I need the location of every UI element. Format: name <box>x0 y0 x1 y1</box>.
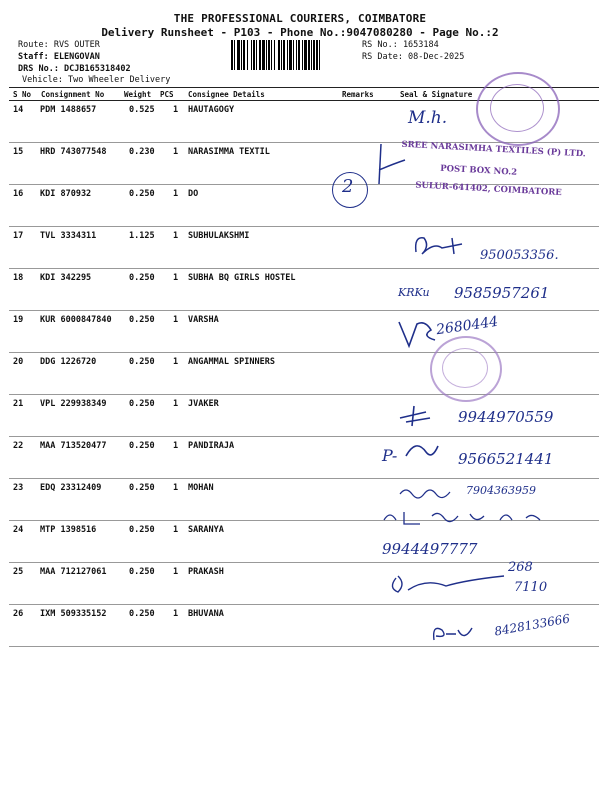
company-stamp <box>397 139 586 209</box>
cell-sno: 26 <box>13 609 24 619</box>
cell-pcs: 1 <box>173 483 179 493</box>
cell-consignee: NARASIMMA TEXTIL <box>188 147 270 157</box>
cell-sno: 23 <box>13 483 24 493</box>
cell-sno: 25 <box>13 567 24 577</box>
row-separator <box>9 310 599 311</box>
cell-consignment: KUR 6000847840 <box>40 315 112 325</box>
stamp-address: SULUR-641402, COIMBATORE <box>415 180 562 199</box>
cell-weight: 0.250 <box>129 525 155 535</box>
table-row <box>9 352 599 394</box>
cell-sno: 14 <box>13 105 24 115</box>
cell-consignment: MAA 713520477 <box>40 441 107 451</box>
col-sno: S No <box>13 90 32 99</box>
staff-label: Staff: ELENGOVAN <box>18 52 100 62</box>
signature-row22: P- <box>382 446 398 465</box>
row-separator <box>9 226 599 227</box>
cell-consignee: DO <box>188 189 199 199</box>
col-seal-signature: Seal & Signature <box>400 90 473 99</box>
cell-pcs: 1 <box>173 567 179 577</box>
stamp-company-name: SREE NARASIMHA TEXTILES (P) LTD. <box>401 139 586 160</box>
phone-row22: 9566521441 <box>458 450 554 468</box>
cell-consignee: SARANYA <box>188 525 224 535</box>
cell-consignment: MTP 1398516 <box>40 525 97 535</box>
cell-pcs: 1 <box>173 231 179 241</box>
signature-row22-scribble <box>402 436 442 466</box>
cell-pcs: 1 <box>173 441 179 451</box>
cell-consignee: VARSHA <box>188 315 219 325</box>
barcode-bar <box>320 40 322 70</box>
signature-row25 <box>386 570 510 600</box>
cell-pcs: 1 <box>173 357 179 367</box>
cell-weight: 0.250 <box>129 399 155 409</box>
cell-sno: 22 <box>13 441 24 451</box>
cell-consignee: PRAKASH <box>188 567 224 577</box>
signature-row18: KRKu <box>398 286 430 299</box>
cell-consignee: HAUTAGOGY <box>188 105 235 115</box>
cell-consignee: MOHAN <box>188 483 214 493</box>
cell-consignment: IXM 509335152 <box>40 609 107 619</box>
round-seal-inner <box>490 84 544 132</box>
phone-row26: 8428133666 <box>493 611 571 639</box>
signature-row23 <box>398 484 458 500</box>
cell-pcs: 1 <box>173 609 179 619</box>
number-row25: 268 <box>508 560 533 575</box>
phone-row21: 9944970559 <box>458 408 554 426</box>
round-seal-inner-row20 <box>442 348 488 388</box>
cell-consignment: MAA 712127061 <box>40 567 107 577</box>
cell-pcs: 1 <box>173 273 179 283</box>
cell-sno: 16 <box>13 189 24 199</box>
signature-row15-scribble <box>375 140 415 190</box>
phone-row23: 7904363959 <box>466 484 536 497</box>
row-separator <box>9 436 599 437</box>
table-row <box>9 310 599 352</box>
table-bottom-rule <box>9 646 599 647</box>
cell-consignment: KDI 342295 <box>40 273 92 283</box>
cell-pcs: 1 <box>173 315 179 325</box>
mark-row16: 2 <box>342 176 354 197</box>
cell-consignment: HRD 743077548 <box>40 147 107 157</box>
cell-consignment: PDM 1488657 <box>40 105 97 115</box>
cell-sno: 19 <box>13 315 24 325</box>
rs-date: RS Date: 08-Dec-2025 <box>362 52 465 62</box>
signature-row26 <box>428 622 484 646</box>
cell-consignee: SUBHULAKSHMI <box>188 231 250 241</box>
route-label: Route: RVS OUTER <box>18 40 100 50</box>
cell-consignee: PANDIRAJA <box>188 441 235 451</box>
cell-pcs: 1 <box>173 399 179 409</box>
cell-sno: 15 <box>13 147 24 157</box>
cell-weight: 0.250 <box>129 609 155 619</box>
drs-label: DRS No.: DCJB165318402 <box>18 64 131 74</box>
cell-consignment: KDI 870932 <box>40 189 92 199</box>
number2-row25: 7110 <box>514 580 548 595</box>
cell-pcs: 1 <box>173 189 179 199</box>
phone-row17: 950053356. <box>480 248 559 263</box>
cell-weight: 0.250 <box>129 189 155 199</box>
cell-weight: 0.525 <box>129 105 155 115</box>
barcode-image <box>231 40 358 70</box>
cell-consignment: EDQ 23312409 <box>40 483 102 493</box>
col-consignment: Consignment No <box>41 90 105 99</box>
signature-row14: M.h. <box>408 108 448 128</box>
cell-consignment: DDG 1226720 <box>40 357 97 367</box>
col-weight: Weight <box>124 90 152 99</box>
cell-pcs: 1 <box>173 105 179 115</box>
cell-consignee: BHUVANA <box>188 609 224 619</box>
signature-row17 <box>412 232 482 262</box>
cell-weight: 0.250 <box>129 273 155 283</box>
note-row19: 2680444 <box>435 313 500 339</box>
cell-weight: 0.250 <box>129 567 155 577</box>
cell-weight: 0.230 <box>129 147 155 157</box>
cell-weight: 0.250 <box>129 441 155 451</box>
cell-weight: 1.125 <box>129 231 155 241</box>
cell-consignment: TVL 3334311 <box>40 231 97 241</box>
row-separator <box>9 604 599 605</box>
col-remarks: Remarks <box>342 90 374 99</box>
cell-consignment: VPL 229938349 <box>40 399 107 409</box>
cell-consignee: JVAKER <box>188 399 219 409</box>
col-pcs: PCS <box>160 90 174 99</box>
cell-weight: 0.250 <box>129 357 155 367</box>
cell-sno: 24 <box>13 525 24 535</box>
col-consignee: Consignee Details <box>188 90 265 99</box>
row-separator <box>9 478 599 479</box>
stamp-post-box: POST BOX NO.2 <box>439 163 518 178</box>
rs-number: RS No.: 1653184 <box>362 40 439 50</box>
cell-consignee: SUBHA BQ GIRLS HOSTEL <box>188 273 296 283</box>
runsheet-title: THE PROFESSIONAL COURIERS, COIMBATORE <box>173 12 427 25</box>
cell-sno: 20 <box>13 357 24 367</box>
row-separator <box>9 352 599 353</box>
phone-row24: 9944497777 <box>382 540 478 558</box>
phone-row18: 9585957261 <box>454 284 550 302</box>
cell-pcs: 1 <box>173 147 179 157</box>
cell-sno: 21 <box>13 399 24 409</box>
signature-row24-tamil <box>380 508 560 528</box>
cell-weight: 0.250 <box>129 483 155 493</box>
row-separator <box>9 394 599 395</box>
cell-consignee: ANGAMMAL SPINNERS <box>188 357 275 367</box>
signature-row21 <box>396 404 436 428</box>
cell-sno: 18 <box>13 273 24 283</box>
cell-pcs: 1 <box>173 525 179 535</box>
cell-sno: 17 <box>13 231 24 241</box>
cell-weight: 0.250 <box>129 315 155 325</box>
row-separator <box>9 268 599 269</box>
vehicle-label: Vehicle: Two Wheeler Delivery <box>22 75 171 85</box>
runsheet-subtitle: Delivery Runsheet - P103 - Phone No.:9047080280 - Page No.:2 <box>101 26 499 39</box>
